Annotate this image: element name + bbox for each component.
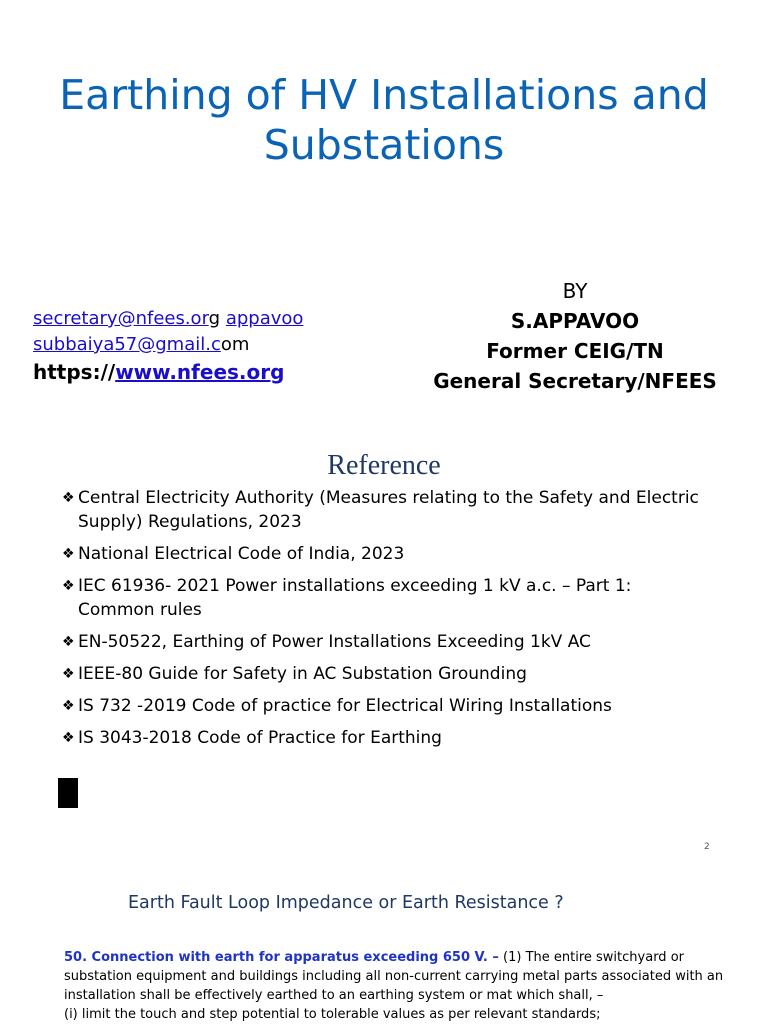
diamond-bullet-icon: ❖ [62, 490, 75, 506]
reference-item [62, 574, 702, 622]
diamond-bullet-icon: ❖ [62, 730, 75, 746]
diamond-bullet-icon: ❖ [62, 546, 75, 562]
contact-block [33, 306, 303, 386]
reference-heading: Reference [327, 450, 441, 481]
reference-item-text: IEC 61936- 2021 Power installations exceeding 1 kV a.c. – Part 1: Common rules [78, 576, 632, 620]
title-line-2: Substations [263, 121, 505, 169]
email-link-secretary[interactable]: secretary@nfees.or [33, 308, 209, 329]
black-redaction-block [58, 778, 78, 808]
reference-item-text: Central Electricity Authority (Measures relating to the Safety and Electric Supply) Regulations, 2023 [78, 488, 699, 532]
author-role-2: General Secretary/NFEES [433, 369, 717, 393]
email-plain-suffix: g [208, 308, 221, 329]
title-line-1: Earthing of HV Installations and [59, 71, 709, 119]
email-line-2 [33, 332, 303, 358]
reference-item-text: EN-50522, Earthing of Power Installations Exceeding 1kV AC [78, 632, 591, 652]
reference-item [62, 486, 702, 534]
regulation-clause-text: (1) The entire switchyard or substation equipment and buildings including all non-current carrying metal parts associated with an installation shall be effectively earthed to an earthing system or mat which shall, – [64, 950, 724, 1003]
page-number: 2 [704, 842, 710, 852]
diamond-bullet-icon: ❖ [62, 698, 75, 714]
email-link-appavoo[interactable]: appavoo [225, 308, 304, 329]
regulation-clause-title: 50. Connection with earth for apparatus exceeding 650 V. – [64, 950, 499, 965]
slide-title [0, 70, 768, 170]
section-subheading: Earth Fault Loop Impedance or Earth Resistance ? [128, 893, 564, 913]
website-link[interactable]: www.nfees.org [115, 360, 285, 384]
reference-item-text: National Electrical Code of India, 2023 [78, 544, 405, 564]
reference-item [62, 542, 702, 566]
regulation-item-1: (i) limit the touch and step potential to tolerable values as per relevant standards; [64, 1007, 601, 1022]
author-role-1: Former CEIG/TN [486, 339, 664, 363]
reference-item [62, 726, 702, 750]
reference-item [62, 630, 702, 654]
regulation-paragraph [64, 948, 724, 1024]
diamond-bullet-icon: ❖ [62, 578, 75, 594]
email-link-gmail[interactable]: subbaiya57@gmail.c [33, 334, 221, 355]
reference-item [62, 662, 702, 686]
reference-item-text: IEEE-80 Guide for Safety in AC Substation Grounding [78, 664, 527, 684]
diamond-bullet-icon: ❖ [62, 634, 75, 650]
reference-item-text: IS 732 -2019 Code of practice for Electrical Wiring Installations [78, 696, 612, 716]
reference-item-text: IS 3043-2018 Code of Practice for Earthing [78, 728, 442, 748]
reference-item [62, 694, 702, 718]
author-by: BY [562, 279, 588, 303]
email-plain-suffix-2: om [220, 334, 250, 355]
website-line [33, 358, 303, 386]
diamond-bullet-icon: ❖ [62, 666, 75, 682]
email-line-1 [33, 306, 303, 332]
author-block [390, 276, 760, 396]
reference-list [62, 486, 702, 758]
website-prefix: https:// [33, 360, 116, 384]
author-name: S.APPAVOO [510, 309, 640, 333]
